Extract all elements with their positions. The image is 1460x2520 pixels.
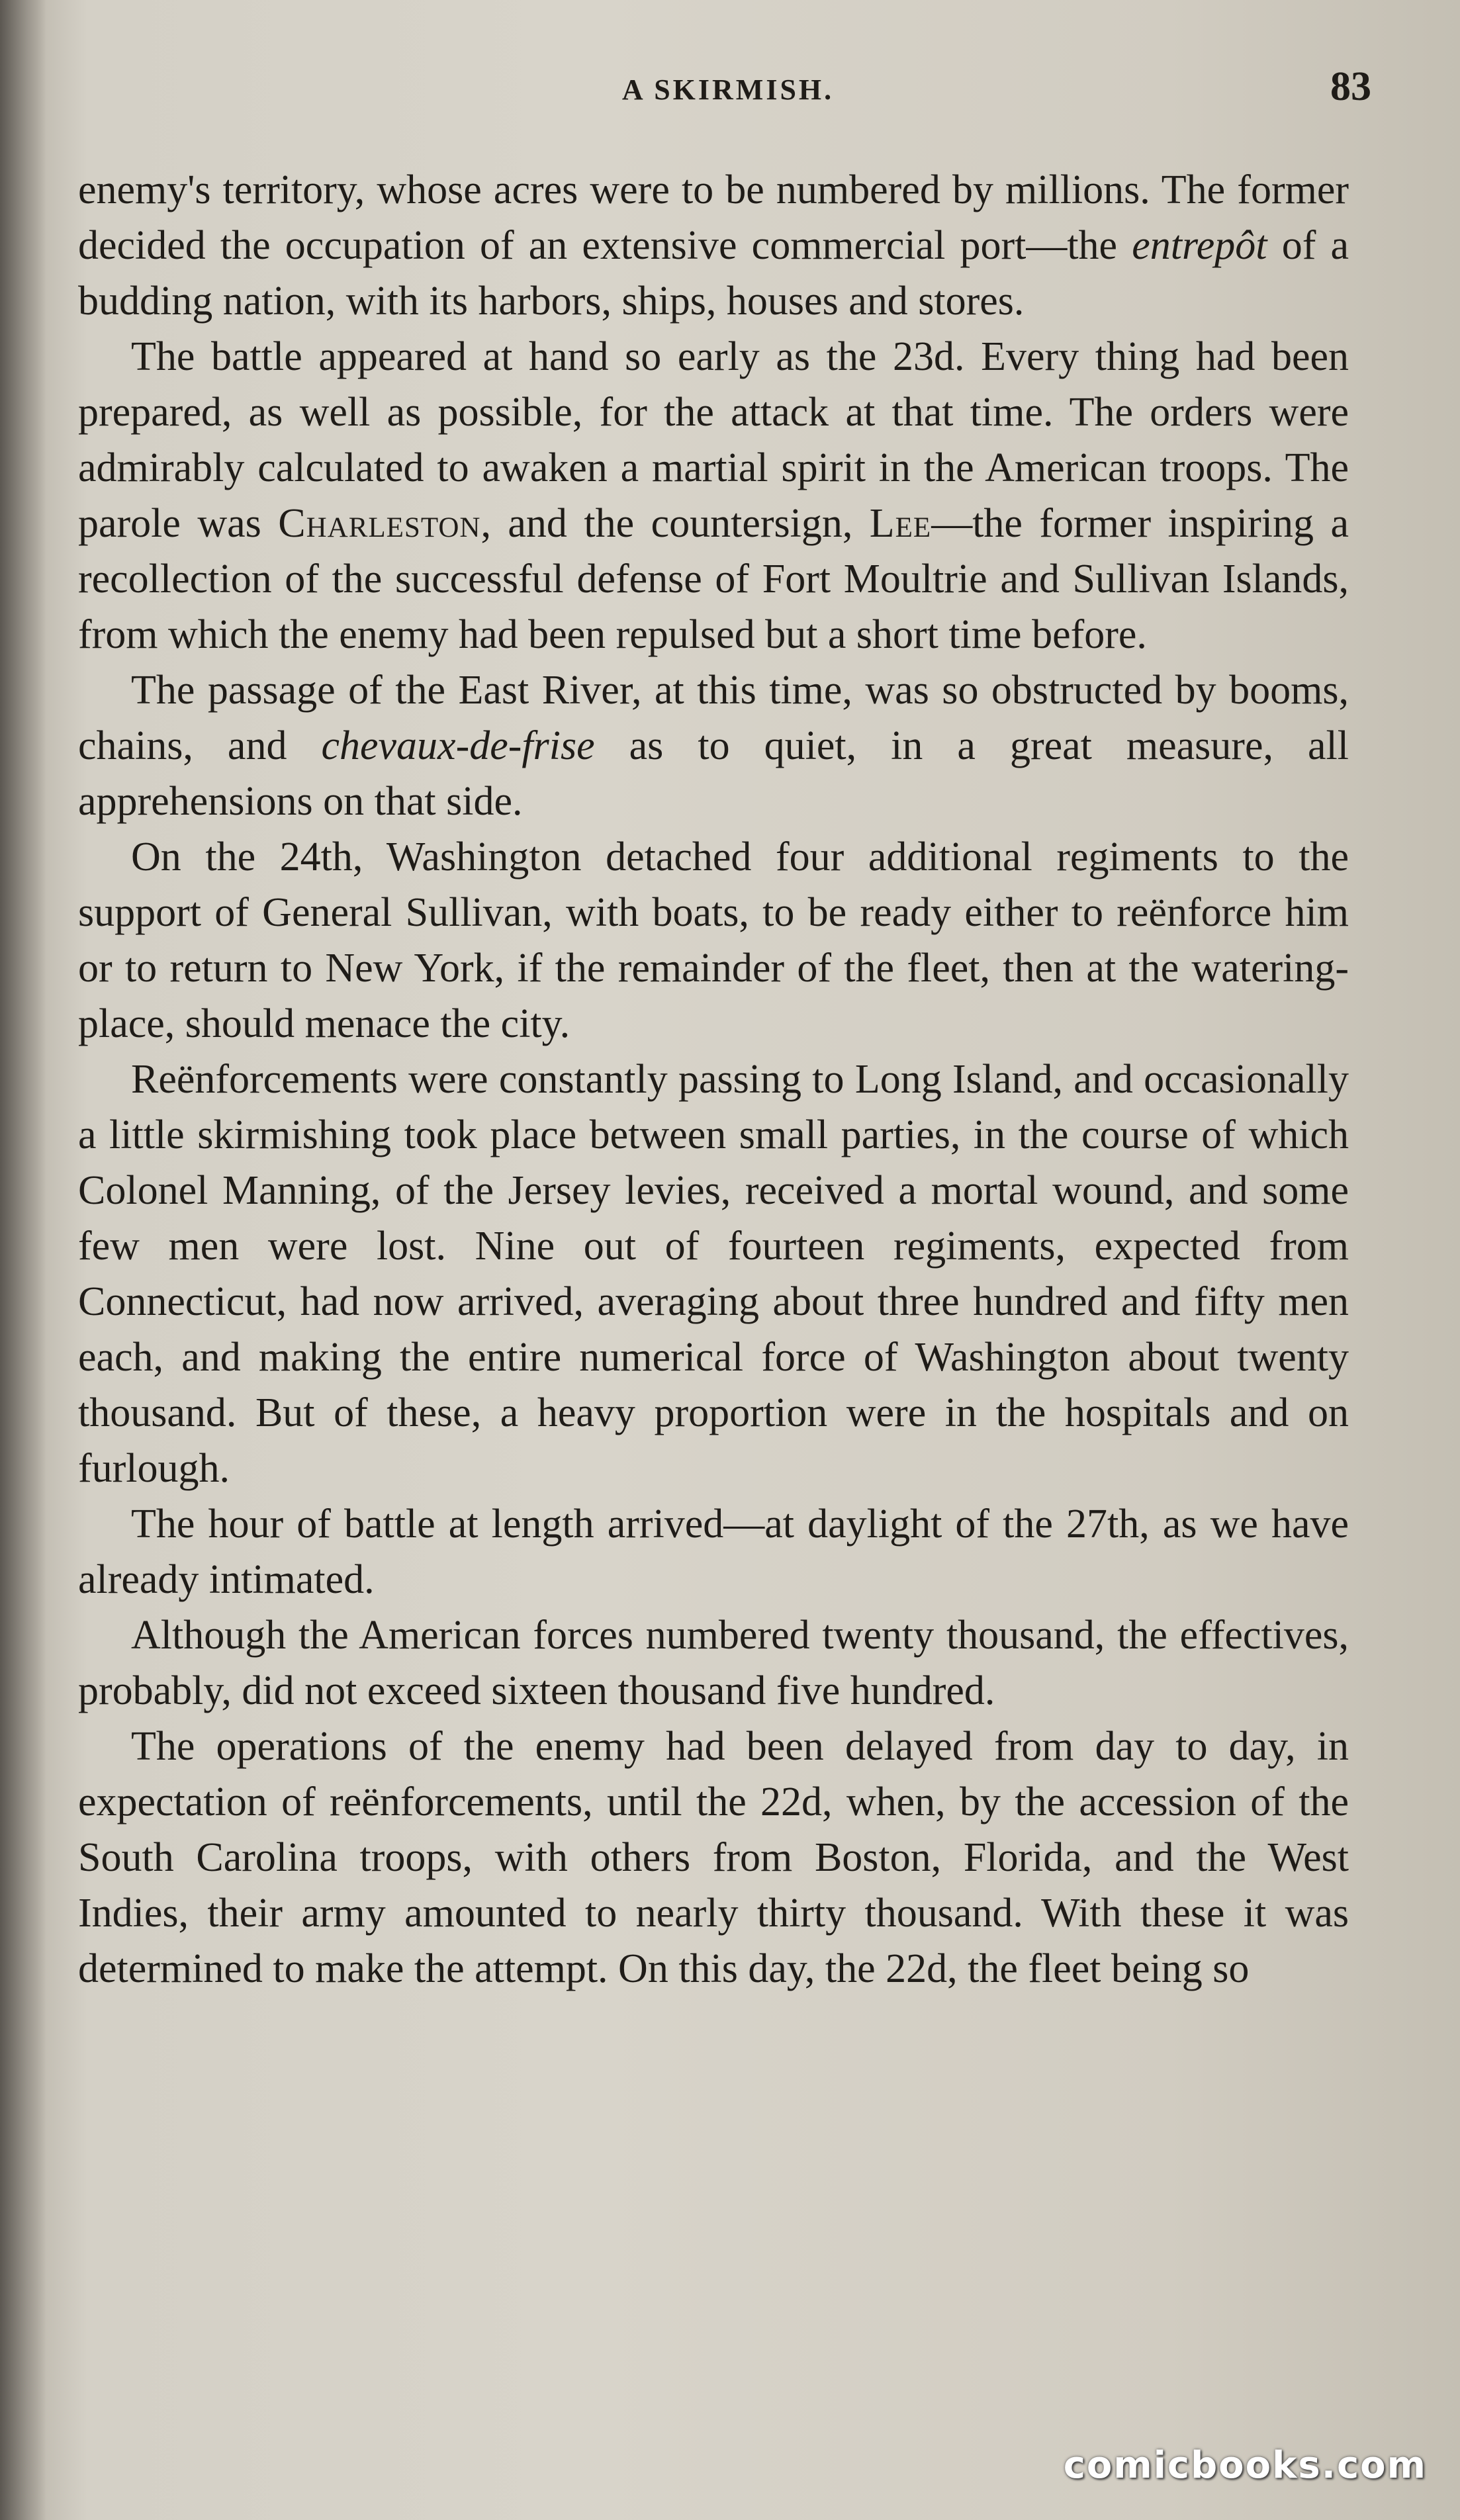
paragraph-2-text-b: , and the countersign,	[480, 501, 870, 546]
paragraph-3-text-a: The passage of the East River, at this time, was so obstructed by booms, chains, and	[78, 668, 1349, 768]
paragraph-3-italic: chevaux-de-frise	[321, 723, 595, 768]
paragraph-2-text-a: The battle appeared at hand so early as the 23d. Every thing had been prepared, as well as possible, for the attack at that time. The orders were admirably calculated to awaken a martial spirit in the American troops. The parole was	[78, 334, 1349, 546]
page-header	[79, 64, 1377, 123]
paragraph-4: On the 24th, Washington detached four additional regiments to the support of General Sullivan, with boats, to be ready either to reënforce him or to return to New York, if the remainder of the fleet, then at the watering-place, should menace the city.	[78, 834, 1349, 1046]
paragraph-1-text-a: enemy's territory, whose acres were to be numbered by millions. The former decided the occupation of an extensive commercial port—the	[78, 167, 1349, 268]
paragraph-2-parole: Charleston	[278, 501, 481, 546]
paragraph-5: Reënforcements were constantly passing to Long Island, and occasionally a little skirmishing took place between small parties, in the course of which Colonel Manning, of the Jersey levies, received a mortal wound, and some few men were lost. Nine out of fourteen regiments, expected from Connecticut, had now arrived, averaging about three hundred and fifty men each, and making the entire numerical force of Washington about twenty thousand. But of these, a heavy proportion were in the hospitals and on furlough.	[78, 1057, 1349, 1491]
paragraph-1	[78, 162, 1349, 329]
body-text	[78, 162, 1349, 1997]
paragraph-2	[78, 329, 1349, 662]
paragraph-7: Although the American forces numbered twenty thousand, the effectives, probably, did not exceed sixteen thousand five hundred.	[78, 1613, 1349, 1713]
paragraph-3-text-b: as to quiet, in a great measure, all apprehensions on that side.	[78, 723, 1349, 824]
paragraph-6: The hour of battle at length arrived—at daylight of the 27th, as we have already intimated.	[78, 1502, 1349, 1602]
paragraph-1-italic: entrepôt	[1132, 223, 1267, 268]
page-number: 83	[1330, 64, 1371, 109]
paragraph-8: The operations of the enemy had been delayed from day to day, in expectation of reënforcements, until the 22d, when, by the accession of the South Carolina troops, with others from Boston, Florida, and the West Indies, their army amounted to nearly thirty thousand. With these it was determined to make the attempt. On this day, the 22d, the fleet being so	[78, 1724, 1349, 1991]
paragraph-1-text-b: of a budding nation, with its harbors, ships, houses and stores.	[78, 223, 1349, 324]
page-binding-shadow	[0, 0, 46, 2520]
paragraph-2-countersign: Lee	[869, 501, 932, 546]
paragraph-2-text-c: —the former inspiring a recollection of the successful defense of Fort Moultrie and Sullivan Islands, from which the enemy had been repulsed but a short time before.	[78, 501, 1349, 657]
site-watermark: comicbooks.com	[1063, 2444, 1427, 2487]
running-title: A SKIRMISH.	[621, 73, 835, 106]
paragraph-3	[78, 662, 1349, 829]
